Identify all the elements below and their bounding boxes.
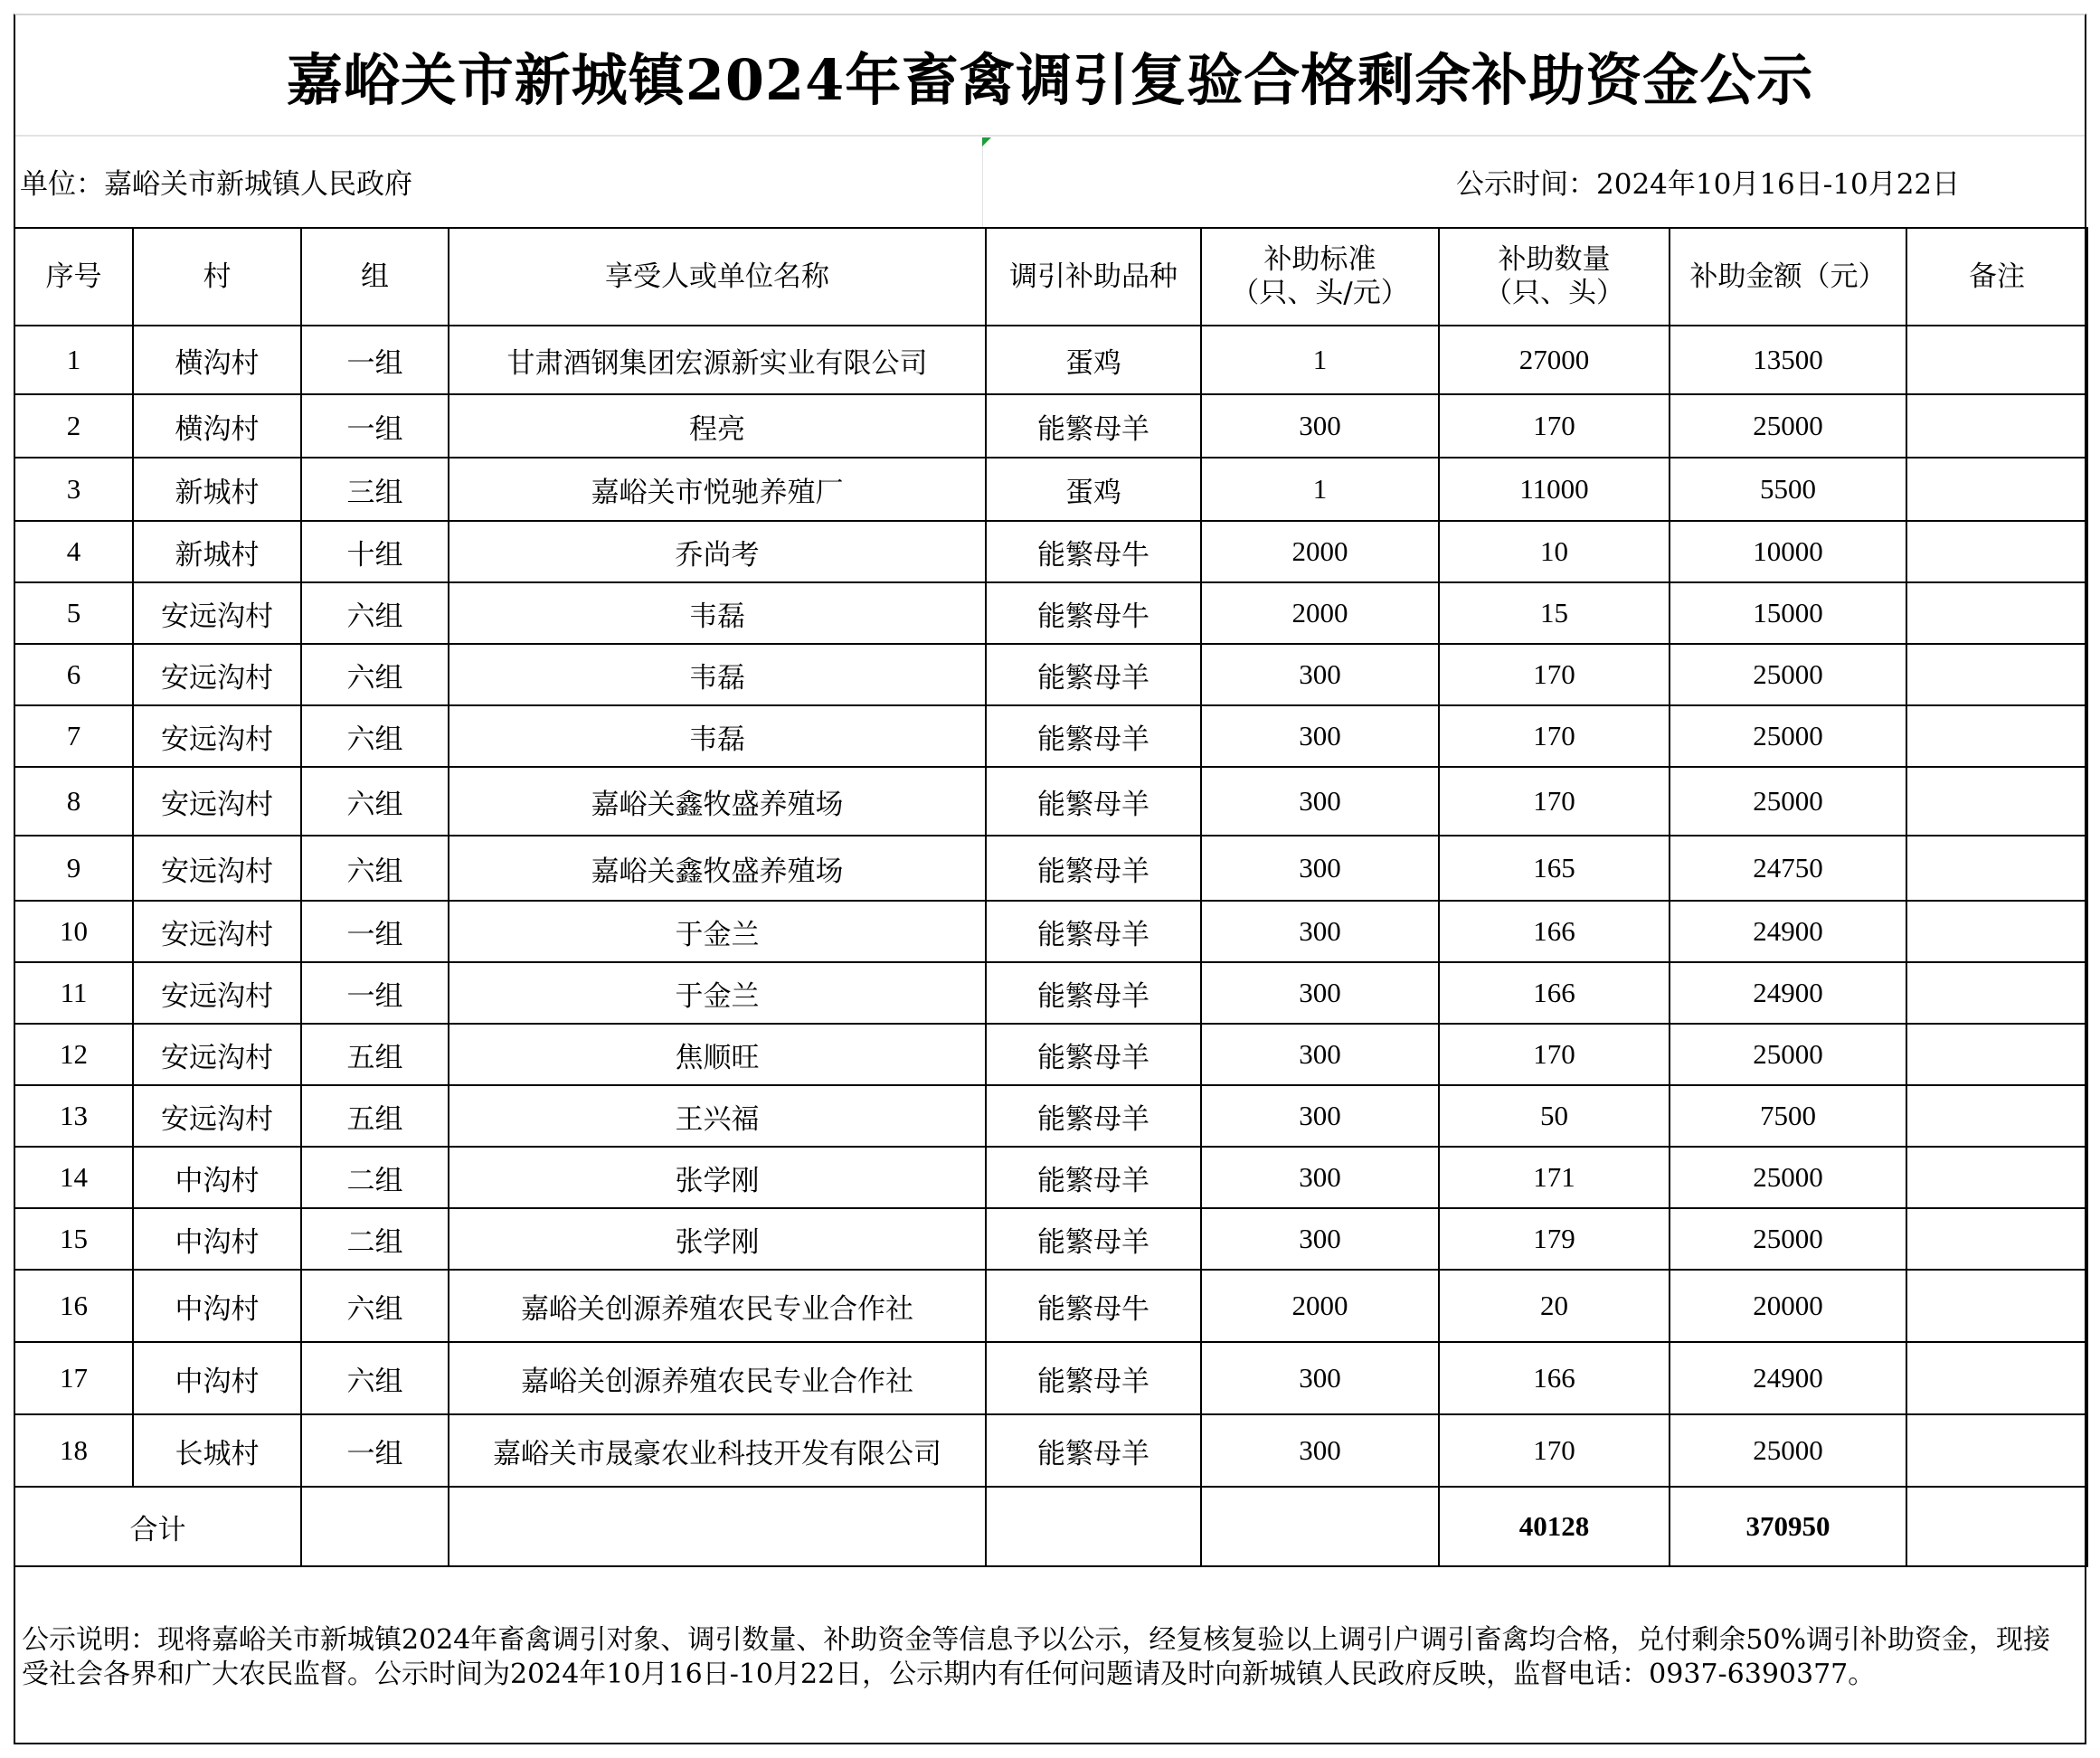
cell-recipient: 韦磊	[449, 644, 986, 705]
cell-quantity: 171	[1439, 1147, 1670, 1208]
cell-amount: 15000	[1670, 582, 1906, 644]
cell-amount: 24750	[1670, 836, 1906, 901]
cell-standard: 300	[1201, 705, 1439, 767]
page-title: 嘉峪关市新城镇2024年畜禽调引复验合格剩余补助资金公示	[15, 15, 2085, 137]
cell-breed: 能繁母羊	[986, 1342, 1201, 1414]
cell-standard: 300	[1201, 1147, 1439, 1208]
header-breed: 调引补助品种	[986, 228, 1201, 326]
cell-village: 安远沟村	[133, 962, 301, 1024]
cell-remark	[1906, 1414, 2087, 1487]
cell-remark	[1906, 836, 2087, 901]
cell-seq: 6	[14, 644, 133, 705]
cell-remark	[1906, 1208, 2087, 1270]
cell-quantity: 50	[1439, 1085, 1670, 1147]
cell-village: 安远沟村	[133, 901, 301, 962]
table-row	[14, 1024, 2087, 1085]
cell-group: 一组	[301, 394, 449, 458]
cell-amount: 25000	[1670, 1024, 1906, 1085]
total-remark	[1906, 1487, 2087, 1566]
cell-standard: 2000	[1201, 582, 1439, 644]
total-quantity: 40128	[1439, 1487, 1670, 1566]
header-standard-line2: （只、头/元）	[1231, 277, 1409, 309]
cell-village: 中沟村	[133, 1270, 301, 1342]
cell-quantity: 10	[1439, 521, 1670, 582]
cell-amount: 13500	[1670, 326, 1906, 394]
cell-village: 新城村	[133, 521, 301, 582]
total-empty-cell	[449, 1487, 986, 1566]
cell-recipient: 嘉峪关创源养殖农民专业合作社	[449, 1270, 986, 1342]
cell-standard: 2000	[1201, 1270, 1439, 1342]
header-amount: 补助金额（元）	[1670, 228, 1906, 326]
cell-breed: 能繁母羊	[986, 767, 1201, 836]
cell-standard: 1	[1201, 326, 1439, 394]
cell-seq: 14	[14, 1147, 133, 1208]
cell-remark	[1906, 458, 2087, 521]
cell-group: 六组	[301, 644, 449, 705]
cell-breed: 能繁母羊	[986, 705, 1201, 767]
cell-village: 安远沟村	[133, 1024, 301, 1085]
cell-seq: 4	[14, 521, 133, 582]
cell-recipient: 张学刚	[449, 1147, 986, 1208]
cell-recipient: 嘉峪关市悦驰养殖厂	[449, 458, 986, 521]
header-group: 组	[301, 228, 449, 326]
table-header-row	[14, 228, 2087, 326]
cell-amount: 7500	[1670, 1085, 1906, 1147]
table-row	[14, 962, 2087, 1024]
cell-remark	[1906, 705, 2087, 767]
cell-recipient: 焦顺旺	[449, 1024, 986, 1085]
cell-village: 安远沟村	[133, 1085, 301, 1147]
cell-seq: 3	[14, 458, 133, 521]
cell-group: 五组	[301, 1024, 449, 1085]
cell-recipient: 乔尚考	[449, 521, 986, 582]
publicity-time-label: 公示时间：2024年10月16日-10月22日	[1456, 168, 1961, 201]
cell-group: 一组	[301, 901, 449, 962]
cell-amount: 5500	[1670, 458, 1906, 521]
cell-remark	[1906, 326, 2087, 394]
cell-standard: 300	[1201, 901, 1439, 962]
cell-recipient: 于金兰	[449, 962, 986, 1024]
table-row	[14, 644, 2087, 705]
table-row	[14, 836, 2087, 901]
cell-village: 中沟村	[133, 1147, 301, 1208]
cell-village: 横沟村	[133, 394, 301, 458]
cell-recipient: 于金兰	[449, 901, 986, 962]
cell-standard: 300	[1201, 836, 1439, 901]
cell-group: 三组	[301, 458, 449, 521]
cell-village: 横沟村	[133, 326, 301, 394]
cell-village: 安远沟村	[133, 582, 301, 644]
cell-amount: 20000	[1670, 1270, 1906, 1342]
total-empty-cell	[301, 1487, 449, 1566]
table-row	[14, 705, 2087, 767]
meta-divider	[982, 137, 983, 228]
cell-quantity: 27000	[1439, 326, 1670, 394]
cell-amount: 25000	[1670, 1414, 1906, 1487]
cell-amount: 24900	[1670, 1342, 1906, 1414]
cell-breed: 能繁母羊	[986, 1414, 1201, 1487]
cell-group: 二组	[301, 1147, 449, 1208]
cell-standard: 300	[1201, 1414, 1439, 1487]
cell-quantity: 170	[1439, 767, 1670, 836]
subsidy-table	[14, 227, 2088, 1567]
cell-amount: 25000	[1670, 1208, 1906, 1270]
cell-quantity: 179	[1439, 1208, 1670, 1270]
table-row	[14, 1342, 2087, 1414]
cell-village: 中沟村	[133, 1342, 301, 1414]
header-standard-line1: 补助标准	[1263, 243, 1376, 276]
cell-group: 六组	[301, 836, 449, 901]
cell-remark	[1906, 394, 2087, 458]
cell-recipient: 王兴福	[449, 1085, 986, 1147]
cell-seq: 18	[14, 1414, 133, 1487]
cell-amount: 25000	[1670, 1147, 1906, 1208]
cell-seq: 9	[14, 836, 133, 901]
cell-standard: 300	[1201, 1208, 1439, 1270]
cell-seq: 15	[14, 1208, 133, 1270]
header-quantity-line2: （只、头）	[1484, 277, 1624, 309]
total-empty-cell	[1201, 1487, 1439, 1566]
header-quantity-line1: 补助数量	[1498, 243, 1611, 276]
cell-recipient: 嘉峪关鑫牧盛养殖场	[449, 767, 986, 836]
cell-village: 中沟村	[133, 1208, 301, 1270]
cell-amount: 25000	[1670, 705, 1906, 767]
cell-quantity: 15	[1439, 582, 1670, 644]
cell-standard: 300	[1201, 962, 1439, 1024]
header-seq: 序号	[14, 228, 133, 326]
cell-recipient: 嘉峪关市晟豪农业科技开发有限公司	[449, 1414, 986, 1487]
cell-amount: 25000	[1670, 644, 1906, 705]
cell-breed: 蛋鸡	[986, 326, 1201, 394]
cell-group: 十组	[301, 521, 449, 582]
cell-seq: 8	[14, 767, 133, 836]
header-village: 村	[133, 228, 301, 326]
cell-breed: 能繁母羊	[986, 836, 1201, 901]
cell-amount: 25000	[1670, 767, 1906, 836]
cell-breed: 能繁母羊	[986, 1085, 1201, 1147]
cell-group: 五组	[301, 1085, 449, 1147]
cell-group: 一组	[301, 326, 449, 394]
cell-remark	[1906, 767, 2087, 836]
cell-recipient: 韦磊	[449, 582, 986, 644]
cell-group: 一组	[301, 962, 449, 1024]
cell-amount: 25000	[1670, 394, 1906, 458]
cell-breed: 能繁母羊	[986, 1208, 1201, 1270]
cell-recipient: 程亮	[449, 394, 986, 458]
cell-remark	[1906, 1342, 2087, 1414]
cell-remark	[1906, 1270, 2087, 1342]
table-row	[14, 326, 2087, 394]
table-row	[14, 582, 2087, 644]
cell-quantity: 166	[1439, 1342, 1670, 1414]
cell-quantity: 170	[1439, 1024, 1670, 1085]
cell-seq: 16	[14, 1270, 133, 1342]
cell-recipient: 嘉峪关创源养殖农民专业合作社	[449, 1342, 986, 1414]
cell-standard: 300	[1201, 1024, 1439, 1085]
cell-seq: 17	[14, 1342, 133, 1414]
cell-standard: 1	[1201, 458, 1439, 521]
cell-quantity: 170	[1439, 394, 1670, 458]
total-row	[14, 1487, 2087, 1566]
table-row	[14, 1270, 2087, 1342]
cell-group: 二组	[301, 1208, 449, 1270]
cell-recipient: 甘肃酒钢集团宏源新实业有限公司	[449, 326, 986, 394]
cell-standard: 300	[1201, 644, 1439, 705]
total-label: 合计	[14, 1487, 301, 1566]
cell-seq: 13	[14, 1085, 133, 1147]
cell-remark	[1906, 644, 2087, 705]
cell-breed: 能繁母羊	[986, 1147, 1201, 1208]
publicity-note: 公示说明：现将嘉峪关市新城镇2024年畜禽调引对象、调引数量、补助资金等信息予以公示，经复核复验以上调引户调引畜禽均合格，兑付剩余50%调引补助资金，现接受社会各界和广大农民监督。公示时间为2024年10月16日-10月22日，公示期内有任何问题请及时向新城镇人民政府反映，监督电话：0937-6390377。	[22, 1624, 2051, 1690]
header-recipient: 享受人或单位名称	[449, 228, 986, 326]
cell-group: 六组	[301, 705, 449, 767]
cell-remark	[1906, 1085, 2087, 1147]
cell-breed: 能繁母羊	[986, 962, 1201, 1024]
table-row	[14, 1147, 2087, 1208]
cell-seq: 2	[14, 394, 133, 458]
table-row	[14, 458, 2087, 521]
cell-group: 六组	[301, 767, 449, 836]
cell-breed: 蛋鸡	[986, 458, 1201, 521]
cell-breed: 能繁母羊	[986, 644, 1201, 705]
table-row	[14, 1208, 2087, 1270]
cell-group: 六组	[301, 1270, 449, 1342]
unit-label: 单位：嘉峪关市新城镇人民政府	[20, 168, 412, 201]
header-remark: 备注	[1906, 228, 2087, 326]
cell-group: 六组	[301, 1342, 449, 1414]
cell-quantity: 170	[1439, 705, 1670, 767]
cell-amount: 24900	[1670, 962, 1906, 1024]
cell-breed: 能繁母牛	[986, 521, 1201, 582]
cell-standard: 300	[1201, 394, 1439, 458]
cell-village: 安远沟村	[133, 836, 301, 901]
cell-remark	[1906, 901, 2087, 962]
cell-quantity: 166	[1439, 962, 1670, 1024]
cell-breed: 能繁母牛	[986, 1270, 1201, 1342]
cell-village: 长城村	[133, 1414, 301, 1487]
header-quantity	[1439, 228, 1670, 326]
table-row	[14, 901, 2087, 962]
cell-recipient: 韦磊	[449, 705, 986, 767]
cell-breed: 能繁母羊	[986, 901, 1201, 962]
cell-seq: 5	[14, 582, 133, 644]
table-row	[14, 521, 2087, 582]
cell-recipient: 张学刚	[449, 1208, 986, 1270]
cell-village: 安远沟村	[133, 644, 301, 705]
cell-seq: 12	[14, 1024, 133, 1085]
cell-quantity: 11000	[1439, 458, 1670, 521]
cell-remark	[1906, 962, 2087, 1024]
cell-quantity: 170	[1439, 644, 1670, 705]
cell-seq: 10	[14, 901, 133, 962]
cell-remark	[1906, 1024, 2087, 1085]
cell-amount: 10000	[1670, 521, 1906, 582]
cell-quantity: 166	[1439, 901, 1670, 962]
cell-seq: 11	[14, 962, 133, 1024]
cell-standard: 300	[1201, 1085, 1439, 1147]
cell-standard: 2000	[1201, 521, 1439, 582]
table-body	[14, 326, 2087, 1487]
cell-breed: 能繁母牛	[986, 582, 1201, 644]
cell-village: 新城村	[133, 458, 301, 521]
total-amount: 370950	[1670, 1487, 1906, 1566]
cell-standard: 300	[1201, 1342, 1439, 1414]
table-row	[14, 394, 2087, 458]
table-row	[14, 1085, 2087, 1147]
cell-amount: 24900	[1670, 901, 1906, 962]
total-empty-cell	[986, 1487, 1201, 1566]
cell-seq: 1	[14, 326, 133, 394]
cell-quantity: 20	[1439, 1270, 1670, 1342]
table-row	[14, 767, 2087, 836]
cell-standard: 300	[1201, 767, 1439, 836]
cell-recipient: 嘉峪关鑫牧盛养殖场	[449, 836, 986, 901]
cell-village: 安远沟村	[133, 767, 301, 836]
cell-quantity: 165	[1439, 836, 1670, 901]
cell-group: 一组	[301, 1414, 449, 1487]
cell-breed: 能繁母羊	[986, 1024, 1201, 1085]
cell-remark	[1906, 582, 2087, 644]
table-row	[14, 1414, 2087, 1487]
cell-breed: 能繁母羊	[986, 394, 1201, 458]
cell-comment-marker	[982, 137, 991, 146]
cell-village: 安远沟村	[133, 705, 301, 767]
cell-remark	[1906, 1147, 2087, 1208]
cell-quantity: 170	[1439, 1414, 1670, 1487]
cell-group: 六组	[301, 582, 449, 644]
cell-seq: 7	[14, 705, 133, 767]
header-standard	[1201, 228, 1439, 326]
cell-remark	[1906, 521, 2087, 582]
